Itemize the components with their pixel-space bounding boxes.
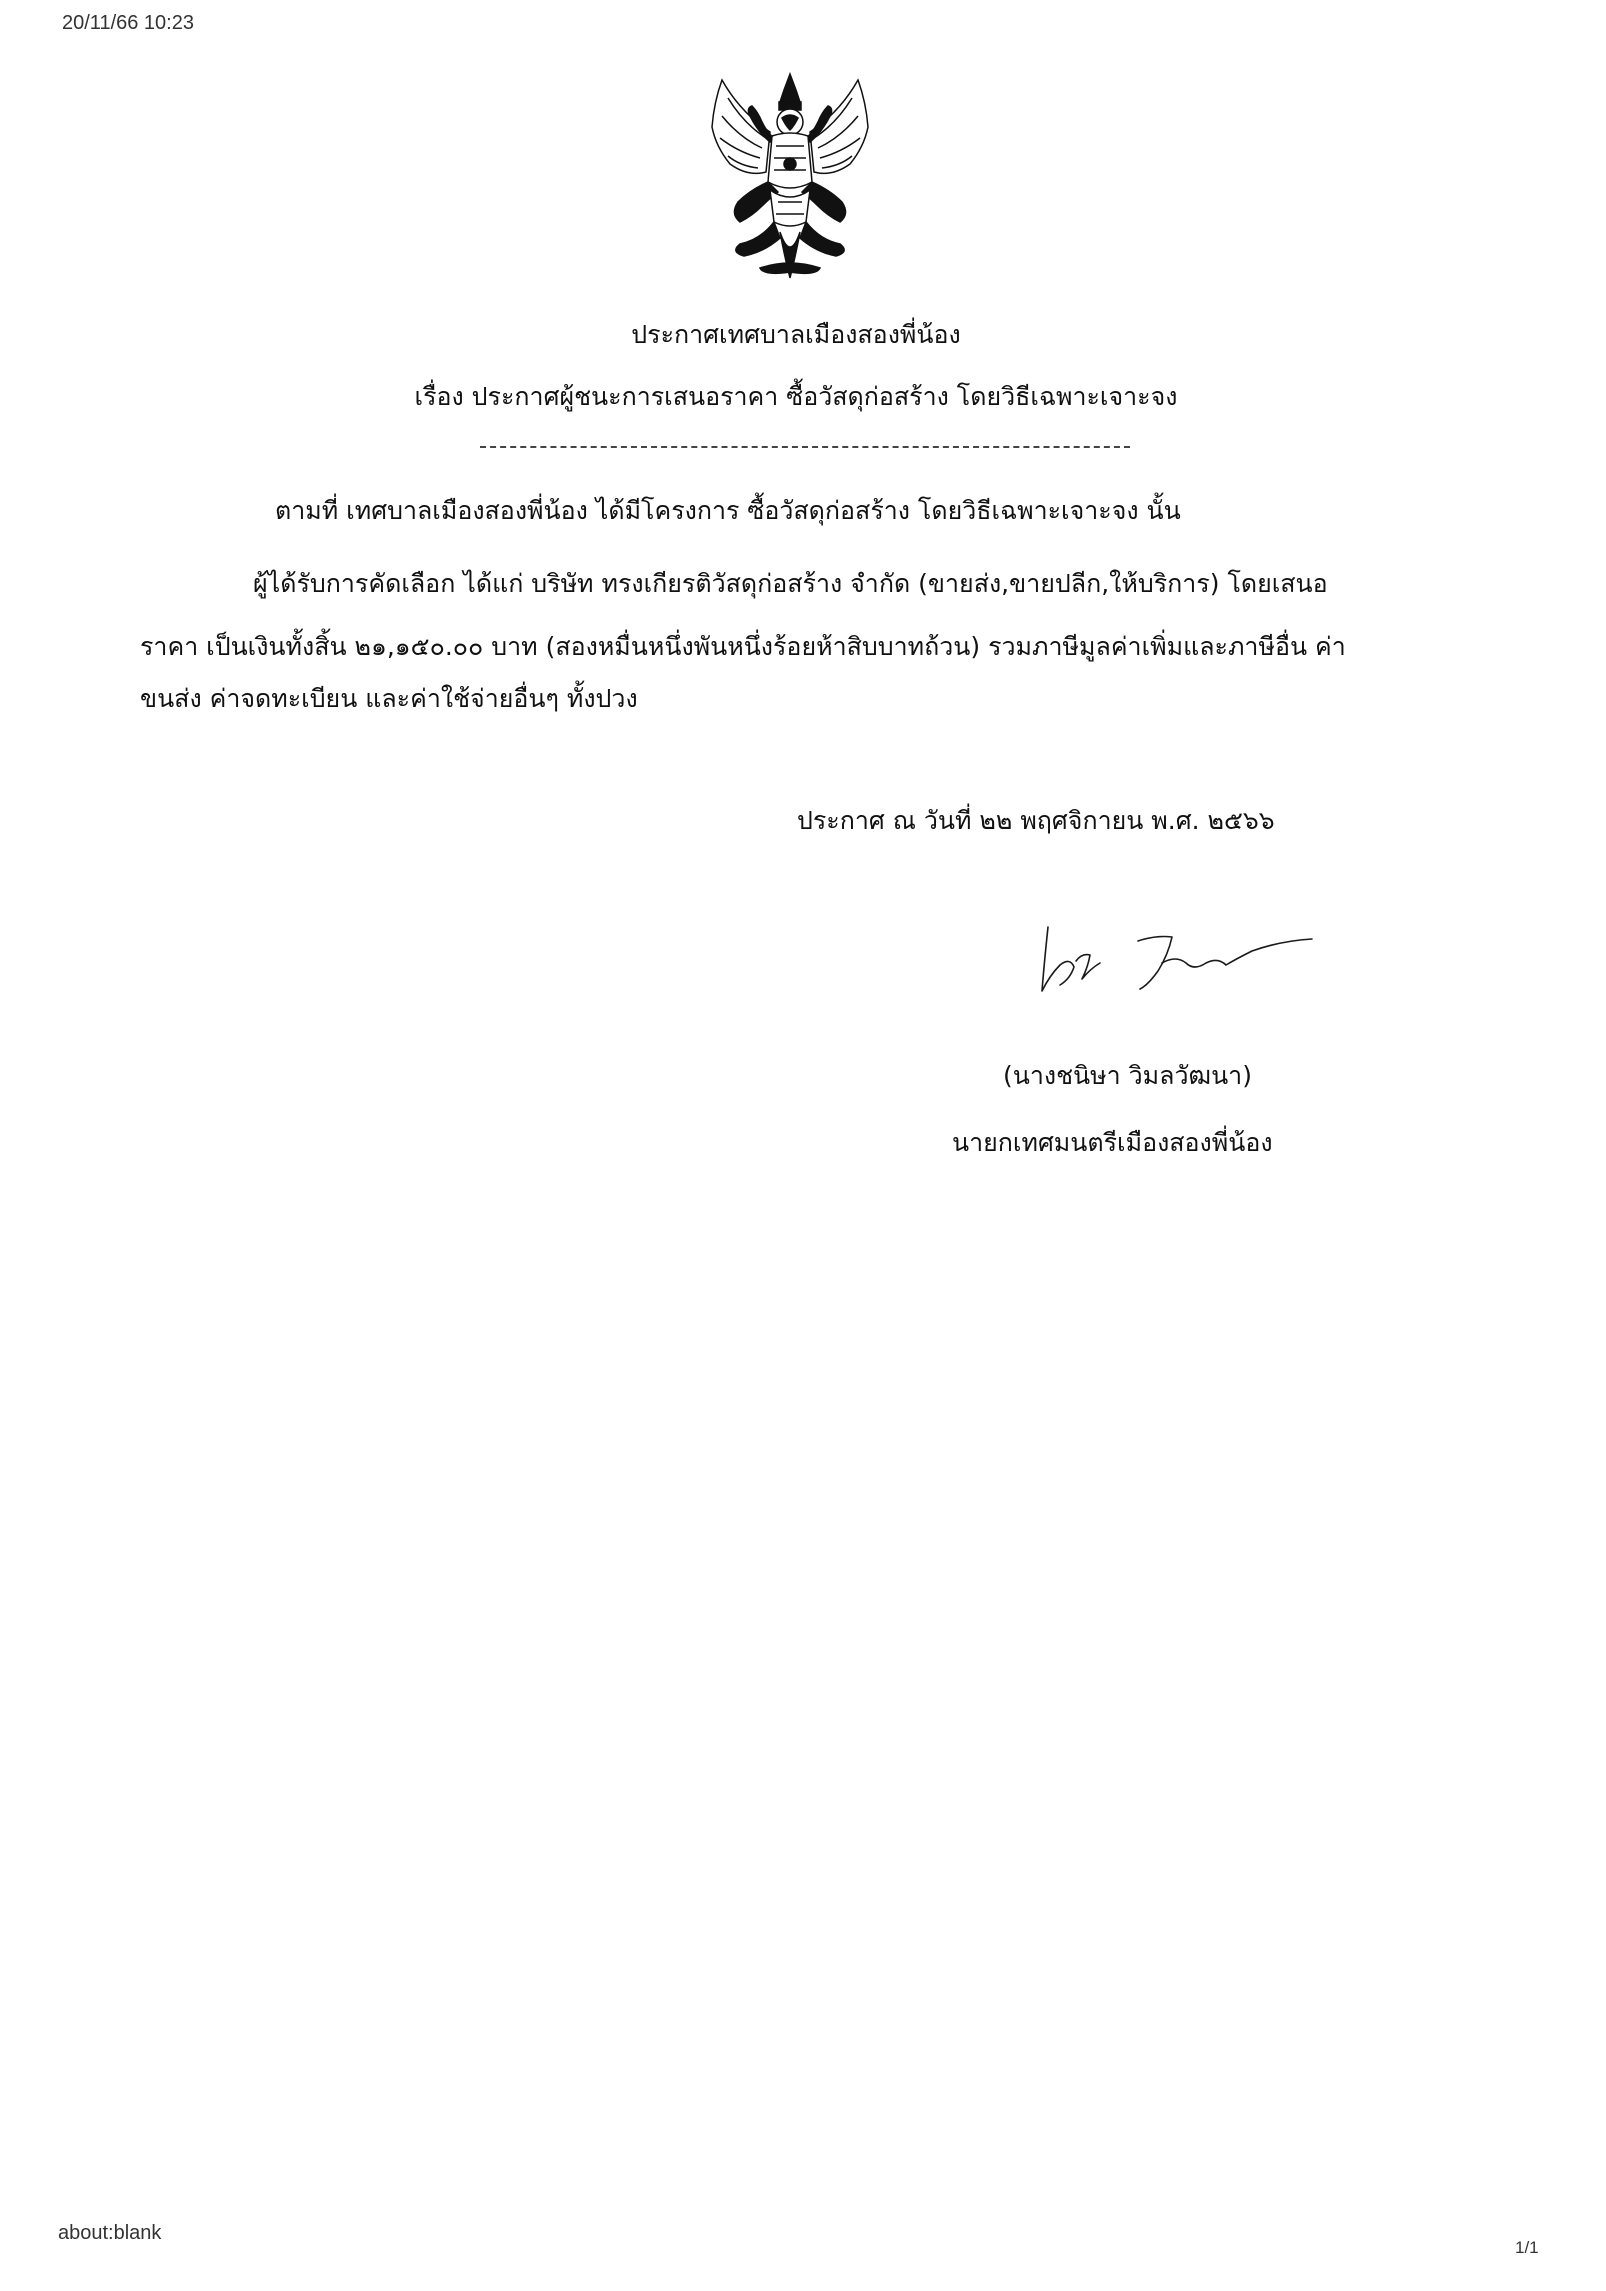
document-title: ประกาศเทศบาลเมืองสองพี่น้อง — [631, 320, 961, 349]
garuda-emblem-icon — [700, 72, 880, 290]
body-line-2: ผู้ได้รับการคัดเลือก ได้แก่ บริษัท ทรงเกียรติวัสดุก่อสร้าง จำกัด (ขายส่ง,ขายปลีก,ให้บริการ) โดยเสนอ — [253, 569, 1328, 598]
document-subject: เรื่อง ประกาศผู้ชนะการเสนอราคา ซื้อวัสดุก่อสร้าง โดยวิธีเฉพาะเจาะจง — [414, 382, 1178, 411]
body-line-1: ตามที่ เทศบาลเมืองสองพี่น้อง ได้มีโครงการ ซื้อวัสดุก่อสร้าง โดยวิธีเฉพาะเจาะจง นั้น — [275, 496, 1181, 525]
print-timestamp: 20/11/66 10:23 — [62, 12, 194, 34]
handwritten-signature — [1030, 905, 1320, 1015]
signatory-position: นายกเทศมนตรีเมืองสองพี่น้อง — [952, 1128, 1273, 1157]
body-line-3: ราคา เป็นเงินทั้งสิ้น ๒๑,๑๕๐.๐๐ บาท (สองหมื่นหนึ่งพันหนึ่งร้อยห้าสิบบาทถ้วน) รวมภาษีมูลค่าเพิ่มและภาษีอื่น ค่า — [140, 632, 1346, 661]
dashed-divider — [480, 446, 1130, 448]
announcement-date: ประกาศ ณ วันที่ ๒๒ พฤศจิกายน พ.ศ. ๒๕๖๖ — [797, 806, 1275, 835]
print-footer-url: about:blank — [58, 2222, 162, 2244]
print-footer-page: 1/1 — [1515, 2238, 1539, 2257]
signatory-name: (นางชนิษา วิมลวัฒนา) — [1003, 1061, 1252, 1090]
body-line-4: ขนส่ง ค่าจดทะเบียน และค่าใช้จ่ายอื่นๆ ทั้งปวง — [140, 684, 638, 713]
